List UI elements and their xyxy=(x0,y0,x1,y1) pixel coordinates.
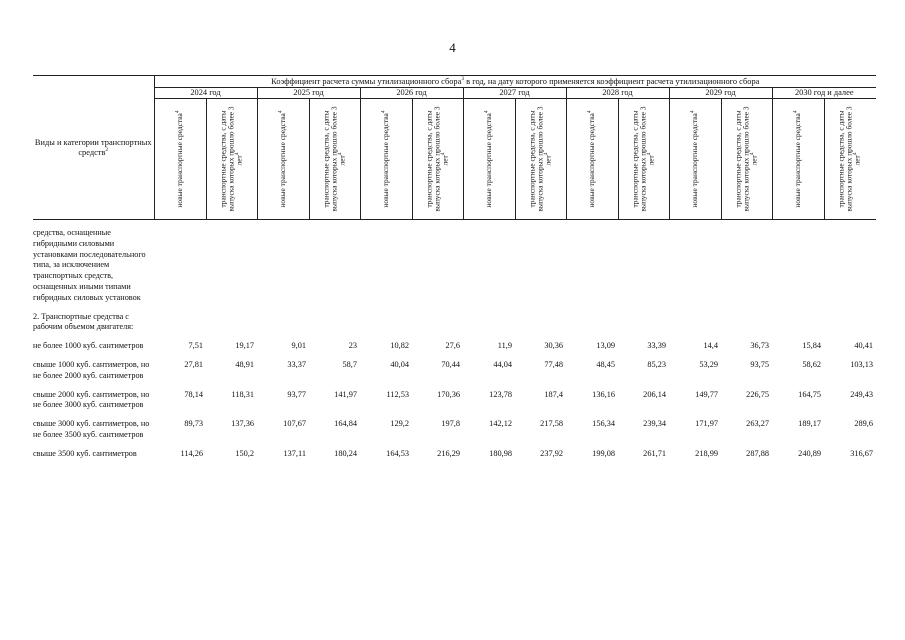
coefficient-cell: 40,41 xyxy=(854,341,874,351)
coefficient-cell: 44,04 xyxy=(493,359,512,369)
coefficient-title-rest: в год, на дату которого применяется коэффициент расчета утилизационного сбора xyxy=(464,76,760,86)
coefficient-cell xyxy=(772,312,824,334)
sub-header-footnote: 4 xyxy=(483,110,490,114)
coefficient-cell xyxy=(309,220,360,304)
sub-header-footnote: 4 xyxy=(646,152,653,156)
row-label: средства, оснащенные гибридными силовыми установками последовательного типа, за исключением транспортных средств, оснащенных иными типами гибридных силовых установок xyxy=(33,228,146,302)
coefficient-cell: 77,48 xyxy=(544,359,563,369)
coefficient-cell xyxy=(824,220,876,304)
sub-header-new-text: новые транспортные средства xyxy=(174,113,184,208)
coefficient-cell: 316,67 xyxy=(850,448,874,458)
sub-header-footnote: 4 xyxy=(277,110,284,114)
coefficient-cell: 48,91 xyxy=(235,359,254,369)
coefficient-cell: 7,51 xyxy=(188,341,203,351)
coefficient-cell xyxy=(721,220,772,304)
row-spacer-cell xyxy=(33,382,876,390)
sub-header-new-text: новые транспортные средства xyxy=(792,113,802,208)
coefficient-cell: 136,16 xyxy=(592,389,615,399)
coefficient-cell: 218,99 xyxy=(695,448,718,458)
table-body xyxy=(33,220,876,460)
row-spacer-cell xyxy=(33,441,876,449)
coefficient-cell: 180,24 xyxy=(334,448,357,458)
row-label: 2. Транспортные средства с рабочим объемом двигателя: xyxy=(33,311,134,332)
table-row xyxy=(33,341,876,352)
page-number: 4 xyxy=(449,40,456,55)
table-row xyxy=(33,360,876,382)
row-spacer-cell xyxy=(33,352,876,360)
row-label: свыше 3500 куб. сантиметров xyxy=(33,448,137,458)
coefficient-cell: 206,14 xyxy=(643,389,666,399)
row-spacer xyxy=(33,304,876,312)
coefficient-cell: 129,2 xyxy=(390,419,409,429)
row-label: свыше 3000 куб. сантиметров, но не более 3500 куб. сантиметров xyxy=(33,419,150,439)
coefficient-cell xyxy=(669,312,721,334)
table-row xyxy=(33,419,876,441)
coefficient-cell: 48,45 xyxy=(596,359,615,369)
coefficient-cell: 216,29 xyxy=(437,448,460,458)
year-header: 2025 год xyxy=(257,88,360,99)
sub-header-new xyxy=(360,99,412,220)
sub-header-footnote: 4 xyxy=(852,152,859,156)
coefficient-cell: 123,78 xyxy=(489,389,512,399)
sub-header-footnote: 4 xyxy=(234,152,241,156)
sub-header-old-text: транспортные средства, с даты выпуска которых прошло более 3 лет xyxy=(836,106,863,212)
table-row xyxy=(33,312,876,334)
utilization-fee-table xyxy=(33,75,876,460)
coefficient-cell: 33,39 xyxy=(647,341,666,351)
coefficient-cell xyxy=(515,312,566,334)
coefficient-cell: 240,89 xyxy=(798,448,821,458)
coefficient-cell: 164,84 xyxy=(334,419,357,429)
sub-header-new xyxy=(772,99,824,220)
sub-header-new xyxy=(463,99,515,220)
coefficient-cell xyxy=(772,220,824,304)
coefficient-cell: 137,36 xyxy=(231,419,254,429)
coefficient-cell xyxy=(463,312,515,334)
coefficient-cell xyxy=(206,220,257,304)
coefficient-cell: 107,67 xyxy=(283,419,306,429)
sub-header-new-text: новые транспортные средства xyxy=(586,113,596,208)
coefficient-cell: 112,53 xyxy=(386,389,409,399)
coefficient-cell: 180,98 xyxy=(489,448,512,458)
row-spacer-cell xyxy=(33,333,876,341)
sub-header-new xyxy=(566,99,618,220)
coefficient-cell xyxy=(154,312,206,334)
coefficient-cell: 287,88 xyxy=(746,448,769,458)
category-column-header xyxy=(33,76,154,220)
coefficient-cell: 189,17 xyxy=(798,419,821,429)
row-label: свыше 2000 куб. сантиметров, но не более 3000 куб. сантиметров xyxy=(33,389,150,410)
sub-header-footnote: 4 xyxy=(440,152,447,156)
category-column-title: Виды и категории транспортных средств xyxy=(34,137,152,157)
coefficient-cell: 10,82 xyxy=(390,341,409,351)
coefficient-cell: 13,09 xyxy=(596,341,615,351)
coefficient-cell xyxy=(669,220,721,304)
sub-header-new xyxy=(669,99,721,220)
coefficient-cell: 58,7 xyxy=(342,359,357,369)
sub-header-old-text: транспортные средства, с даты выпуска которых прошло более 3 лет xyxy=(218,106,244,212)
coefficient-cell: 289,6 xyxy=(854,419,874,429)
row-spacer xyxy=(33,411,876,419)
coefficient-cell xyxy=(824,312,876,334)
coefficient-cell: 149,77 xyxy=(695,389,718,399)
coefficient-cell: 53,29 xyxy=(699,359,718,369)
row-spacer xyxy=(33,333,876,341)
coefficient-cell: 103,13 xyxy=(850,359,874,369)
coefficient-cell xyxy=(257,312,309,334)
coefficient-cell: 226,75 xyxy=(746,389,769,399)
row-label: не более 1000 куб. сантиметров xyxy=(33,341,144,351)
sub-header-new-text: новые транспортные средства xyxy=(277,113,287,208)
sub-header-new-text: новые транспортные средства xyxy=(483,113,493,208)
sub-header-old xyxy=(412,99,463,220)
sub-header-old xyxy=(309,99,360,220)
sub-header-old-text: транспортные средства, с даты выпуска которых прошло более 3 лет xyxy=(321,106,347,212)
coefficient-cell: 70,44 xyxy=(441,359,460,369)
table-row xyxy=(33,390,876,412)
sub-header-footnote: 4 xyxy=(543,152,550,156)
coefficient-cell xyxy=(618,312,669,334)
coefficient-header xyxy=(154,76,876,88)
coefficient-cell: 187,4 xyxy=(544,389,563,399)
coefficient-cell: 239,34 xyxy=(643,419,666,429)
coefficient-cell: 170,36 xyxy=(437,389,460,399)
sub-header-footnote: 4 xyxy=(689,110,696,114)
year-header: 2024 год xyxy=(154,88,257,99)
coefficient-cell: 23 xyxy=(348,341,357,351)
row-spacer xyxy=(33,382,876,390)
sub-header-old-text: транспортные средства, с даты выпуска которых прошло более 3 лет xyxy=(527,106,553,212)
sub-header-old-text: транспортные средства, с даты выпуска которых прошло более 3 лет xyxy=(630,106,656,212)
coefficient-cell: 33,37 xyxy=(287,359,306,369)
table-row xyxy=(33,220,876,304)
sub-header-footnote: 4 xyxy=(586,110,593,114)
coefficient-cell xyxy=(360,220,412,304)
coefficient-title: Коэффициент расчета суммы утилизационного сбора xyxy=(271,76,462,86)
coefficient-cell: 11,9 xyxy=(497,341,512,351)
coefficient-cell: 40,04 xyxy=(390,359,409,369)
sub-header-new-text: новые транспортные средства xyxy=(380,113,390,208)
coefficient-cell xyxy=(360,312,412,334)
row-spacer xyxy=(33,441,876,449)
sub-header-old-text: транспортные средства, с даты выпуска которых прошло более 3 лет xyxy=(424,106,450,212)
sub-header-old xyxy=(515,99,566,220)
coefficient-cell: 164,53 xyxy=(386,448,409,458)
coefficient-cell xyxy=(463,220,515,304)
coefficient-cell: 114,26 xyxy=(180,448,203,458)
coefficient-cell xyxy=(618,220,669,304)
coefficient-cell: 9,01 xyxy=(291,341,306,351)
coefficient-cell: 171,97 xyxy=(695,419,718,429)
coefficient-cell xyxy=(566,220,618,304)
coefficient-cell: 141,97 xyxy=(334,389,357,399)
coefficient-cell: 58,62 xyxy=(802,359,821,369)
coefficient-cell: 27,81 xyxy=(184,359,203,369)
coefficient-cell: 142,12 xyxy=(489,419,512,429)
coefficient-cell: 197,8 xyxy=(441,419,460,429)
subheader-row xyxy=(33,99,876,220)
sub-header-old xyxy=(206,99,257,220)
coefficient-cell: 93,75 xyxy=(750,359,769,369)
coefficient-cell: 164,75 xyxy=(798,389,821,399)
sub-header-footnote: 4 xyxy=(337,152,344,156)
coefficient-cell: 263,27 xyxy=(746,419,769,429)
coefficient-cell: 89,73 xyxy=(184,419,203,429)
coefficient-cell: 93,77 xyxy=(287,389,306,399)
row-spacer-cell xyxy=(33,304,876,312)
row-label: свыше 1000 куб. сантиметров, но не более 2000 куб. сантиметров xyxy=(33,359,150,380)
sub-header-new xyxy=(154,99,206,220)
coefficient-cell: 137,11 xyxy=(283,448,306,458)
year-header: 2029 год xyxy=(669,88,772,99)
sub-header-new xyxy=(257,99,309,220)
coefficient-cell: 30,36 xyxy=(544,341,563,351)
coefficient-cell xyxy=(412,312,463,334)
coefficient-cell: 249,43 xyxy=(850,389,874,399)
coefficient-cell: 78,14 xyxy=(184,389,203,399)
table-row xyxy=(33,449,876,460)
coefficient-cell: 85,23 xyxy=(647,359,666,369)
sub-header-footnote: 4 xyxy=(792,110,799,114)
year-header: 2030 год и далее xyxy=(772,88,876,99)
coefficient-cell xyxy=(721,312,772,334)
coefficient-cell: 14,4 xyxy=(703,341,718,351)
sub-header-footnote: 4 xyxy=(749,152,756,156)
coefficient-cell: 19,17 xyxy=(235,341,254,351)
sub-header-old xyxy=(721,99,772,220)
coefficient-cell xyxy=(515,220,566,304)
coefficient-cell: 199,08 xyxy=(592,448,615,458)
sub-header-footnote: 4 xyxy=(380,110,387,114)
coefficient-cell: 150,2 xyxy=(235,448,254,458)
sub-header-old xyxy=(618,99,669,220)
coefficient-cell xyxy=(566,312,618,334)
sub-header-old-text: транспортные средства, с даты выпуска которых прошло более 3 лет xyxy=(733,106,759,212)
coefficient-cell xyxy=(412,220,463,304)
row-spacer xyxy=(33,352,876,360)
category-footnote: 2 xyxy=(105,146,109,153)
coefficient-cell: 156,34 xyxy=(592,419,615,429)
coefficient-cell xyxy=(206,312,257,334)
sub-header-old xyxy=(824,99,876,220)
coefficient-cell: 118,31 xyxy=(231,389,254,399)
coefficient-cell: 261,71 xyxy=(643,448,666,458)
coefficient-cell: 27,6 xyxy=(445,341,460,351)
coefficient-cell: 36,73 xyxy=(750,341,769,351)
year-header: 2028 год xyxy=(566,88,669,99)
coefficient-cell xyxy=(309,312,360,334)
sub-header-footnote: 4 xyxy=(174,110,181,114)
coefficient-cell: 237,92 xyxy=(540,448,563,458)
row-spacer-cell xyxy=(33,411,876,419)
coefficient-cell: 217,58 xyxy=(540,419,563,429)
year-header: 2026 год xyxy=(360,88,463,99)
coefficient-cell xyxy=(257,220,309,304)
years-row xyxy=(33,88,876,99)
coefficient-footnote: 3 xyxy=(461,75,465,82)
coefficient-cell xyxy=(154,220,206,304)
coefficient-cell: 15,84 xyxy=(802,341,821,351)
year-header: 2027 год xyxy=(463,88,566,99)
sub-header-new-text: новые транспортные средства xyxy=(689,113,699,208)
